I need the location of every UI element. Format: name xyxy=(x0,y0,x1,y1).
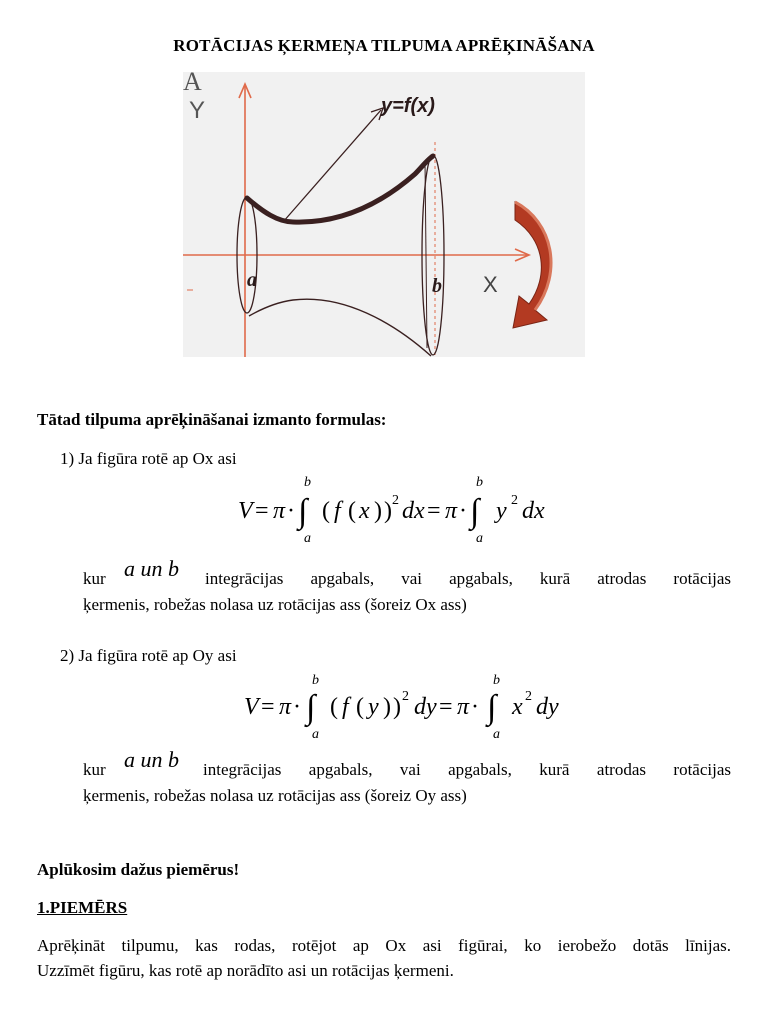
integral-upper-2: b xyxy=(493,673,500,688)
formula-pi-2: π xyxy=(445,498,458,524)
case1-line1: integrācijas apgabals, vai apgabals, kurā atrodas rotācijas xyxy=(205,569,731,588)
paren-close: ) xyxy=(384,498,392,524)
example1-line1: Aprēķināt tilpumu, kas rodas, rotējot ap Ox asi figūrai, ko ierobežo dotās līnijas. xyxy=(37,936,731,955)
formula-f: f xyxy=(334,498,341,524)
formula-V: V xyxy=(238,498,253,524)
paren-close: ) xyxy=(393,694,401,720)
label-x-axis: X xyxy=(483,272,498,297)
integral-sign: ∫ xyxy=(298,493,308,530)
formula-exp: 2 xyxy=(402,689,409,704)
formula-simple-var: x xyxy=(512,694,523,720)
paren-open: ( xyxy=(330,694,338,720)
formula-pi-2: π xyxy=(457,694,470,720)
formula-pi: π xyxy=(273,498,286,524)
formula-var: x xyxy=(359,498,370,524)
case2-formula-svg xyxy=(244,666,574,746)
intro-heading: Tātad tilpuma aprēķināšanai izmanto formulas: xyxy=(37,410,387,429)
formula-dot-2: · xyxy=(471,694,479,720)
paren-open: ( xyxy=(322,498,330,524)
formula-eq-2: = xyxy=(427,498,441,524)
formula-exp: 2 xyxy=(392,493,399,508)
label-a-axis: A xyxy=(183,72,202,96)
case2-line1: integrācijas apgabals, vai apgabals, kurā atrodas rotācijas xyxy=(203,760,731,779)
formula-dot-2: · xyxy=(459,498,467,524)
integral-sign: ∫ xyxy=(306,689,316,726)
case1-line2: ķermenis, robežas nolasa uz rotācijas ass (šoreiz Ox ass) xyxy=(83,595,467,614)
formula-simple-d: dy xyxy=(536,694,559,720)
formula-simple-d: dx xyxy=(522,498,545,524)
formula-simple-exp: 2 xyxy=(511,493,518,508)
formula-simple-exp: 2 xyxy=(525,689,532,704)
case1-ab: a un b xyxy=(124,556,179,581)
case2-line2: ķermenis, robežas nolasa uz rotācijas ass (šoreiz Oy ass) xyxy=(83,786,467,805)
integral-lower-2: a xyxy=(493,727,500,742)
label-function: y=f(x) xyxy=(381,95,435,117)
integral-sign-2: ∫ xyxy=(487,689,497,726)
case1-kur: kur xyxy=(83,569,106,588)
formula-V: V xyxy=(244,694,259,720)
formula-pi: π xyxy=(279,694,292,720)
formula-eq: = xyxy=(255,498,269,524)
label-a: a xyxy=(247,269,257,291)
paren-open-inner: ( xyxy=(356,694,364,720)
function-curve xyxy=(247,156,433,222)
case1-label: 1) Ja figūra rotē ap Ox asi xyxy=(60,449,237,468)
integral-upper: b xyxy=(312,673,319,688)
mirror-curve xyxy=(249,299,431,356)
formula-d: dy xyxy=(414,694,437,720)
integral-lower-2: a xyxy=(476,531,483,546)
formula-eq-2: = xyxy=(439,694,453,720)
case1-formula xyxy=(238,470,568,550)
example1-line2: Uzzīmēt figūru, kas rotē ap norādīto asi un rotācijas ķermeni. xyxy=(37,961,454,980)
integral-upper-2: b xyxy=(476,475,483,490)
examples-heading: Aplūkosim dažus piemērus! xyxy=(37,860,240,879)
paren-close-inner: ) xyxy=(374,498,382,524)
label-b: b xyxy=(432,275,442,297)
rotation-body-illustration xyxy=(183,72,585,357)
case2-ab: a un b xyxy=(124,747,179,772)
case1-formula-svg xyxy=(238,470,568,550)
paren-open-inner: ( xyxy=(348,498,356,524)
formula-dot: · xyxy=(293,694,301,720)
formula-d: dx xyxy=(402,498,425,524)
integral-sign-2: ∫ xyxy=(470,493,480,530)
rotation-arrow xyxy=(513,202,551,328)
formula-var: y xyxy=(368,694,379,720)
case2-label: 2) Ja figūra rotē ap Oy asi xyxy=(60,646,237,665)
integral-lower: a xyxy=(304,531,311,546)
rotation-body-figure xyxy=(183,72,585,357)
formula-dot: · xyxy=(287,498,295,524)
formula-eq: = xyxy=(261,694,275,720)
page-title: ROTĀCIJAS ĶERMEŅA TILPUMA APRĒĶINĀŠANA xyxy=(173,36,595,55)
case2-formula xyxy=(244,666,574,746)
integral-lower: a xyxy=(312,727,319,742)
formula-simple-var: y xyxy=(496,498,507,524)
formula-f: f xyxy=(342,694,349,720)
case2-kur: kur xyxy=(83,760,106,779)
example1-heading: 1.PIEMĒRS xyxy=(37,898,128,917)
paren-close-inner: ) xyxy=(383,694,391,720)
integral-upper: b xyxy=(304,475,311,490)
label-y-axis: Y xyxy=(189,97,206,124)
